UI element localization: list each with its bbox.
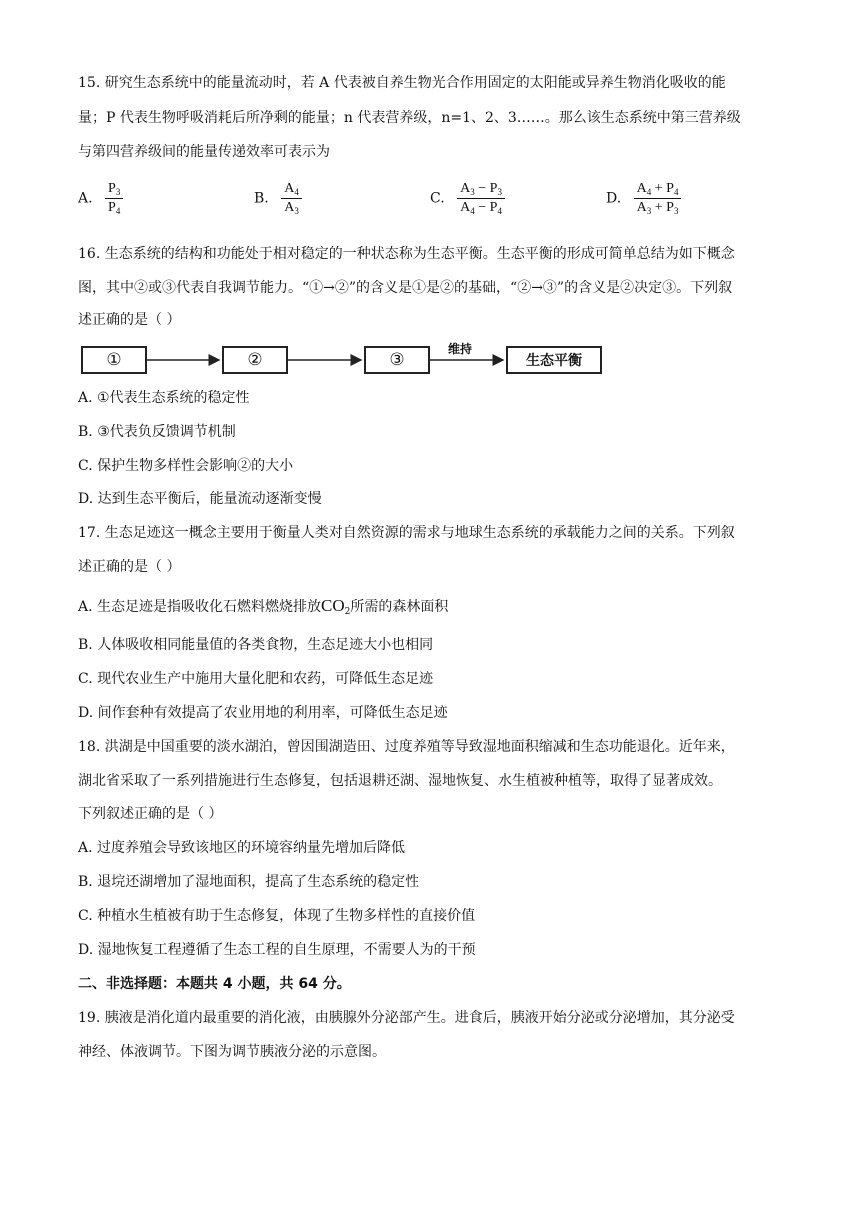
- option-letter: C.: [430, 190, 445, 207]
- fraction: $\frac{P_3}{P_4}$: [105, 180, 123, 217]
- q16-option-d: D. 达到生态平衡后，能量流动逐渐变慢: [78, 491, 322, 507]
- q18-option-d: D. 湿地恢复工程遵循了生态工程的自生原理，不需要人为的干预: [78, 942, 476, 958]
- q17-option-d: D. 间作套种有效提高了农业用地的利用率，可降低生态足迹: [78, 705, 448, 721]
- q15-option-d: [606, 180, 681, 217]
- arrow-label-maintain: 维持: [448, 342, 473, 356]
- concept-diagram: [78, 340, 618, 382]
- q18-option-b: B. 退垸还湖增加了湿地面积，提高了生态系统的稳定性: [78, 874, 420, 890]
- q19-stem-line1: 19. 胰液是消化道内最重要的消化液，由胰腺外分泌部产生。进食后，胰液开始分泌或分泌增加，其分泌受: [78, 1010, 735, 1026]
- q15-stem-line3: 与第四营养级间的能量传递效率可表示为: [78, 144, 330, 160]
- diagram-box-3: ③: [364, 346, 430, 374]
- fraction: $\frac{A_3 - P_3}{A_4 - P_4}$: [457, 180, 505, 217]
- q16-option-c: C. 保护生物多样性会影响②的大小: [78, 458, 294, 474]
- option-letter: B.: [254, 190, 269, 207]
- q18-option-a: A. 过度养殖会导致该地区的环境容纳量先增加后降低: [78, 840, 406, 856]
- q15-stem-line1: 15. 研究生态系统中的能量流动时，若 A 代表被自养生物光合作用固定的太阳能或异养生物消化吸收的能: [78, 75, 726, 91]
- q16-stem-line2: 图，其中②或③代表自我调节能力。“①→②”的含义是①是②的基础，“②→③”的含义是②决定③。下列叙: [78, 280, 733, 296]
- q17-stem-line2: 述正确的是（ ）: [78, 559, 181, 575]
- q19-stem-line2: 神经、体液调节。下图为调节胰液分泌的示意图。: [78, 1044, 386, 1060]
- q15-option-a: [78, 180, 123, 217]
- q16-option-a: A. ①代表生态系统的稳定性: [78, 390, 250, 406]
- q15-option-b: [254, 180, 302, 217]
- q18-stem-line2: 湖北省采取了一系列措施进行生态修复，包括退耕还湖、湿地恢复、水生植被种植等，取得了显著成效。: [78, 773, 722, 789]
- diagram-box-1: ①: [81, 346, 147, 374]
- option-letter: A.: [78, 190, 93, 207]
- option-letter: D.: [606, 190, 622, 207]
- q17-option-c: C. 现代农业生产中施用大量化肥和农药，可降低生态足迹: [78, 671, 434, 687]
- q15-stem-line2: 量；P 代表生物呼吸消耗后所净剩的能量；n 代表营养级，n=1、2、3……。那么该生态系统中第三营养级: [78, 110, 741, 126]
- q17-option-b: B. 人体吸收相同能量值的各类食物，生态足迹大小也相同: [78, 637, 434, 653]
- q16-stem-line1: 16. 生态系统的结构和功能处于相对稳定的一种状态称为生态平衡。生态平衡的形成可简单总结为如下概念: [78, 246, 735, 262]
- diagram-box-2: ②: [222, 346, 288, 374]
- section-heading: 二、非选择题：本题共 4 小题，共 64 分。: [78, 976, 351, 992]
- fraction: $\frac{A_4}{A_3}$: [281, 180, 302, 217]
- q17-option-a: A. 生态足迹是指吸收化石燃料燃烧排放$CO_2$所需的森林面积: [78, 596, 449, 617]
- q18-stem-line3: 下列叙述正确的是（ ）: [78, 806, 223, 822]
- q18-stem-line1: 18. 洪湖是中国重要的淡水湖泊，曾因围湖造田、过度养殖等导致湿地面积缩减和生态功能退化。近年来，: [78, 739, 735, 755]
- q16-option-b: B. ③代表负反馈调节机制: [78, 424, 236, 440]
- diagram-box-balance: 生态平衡: [506, 346, 602, 374]
- q16-stem-line3: 述正确的是（ ）: [78, 312, 181, 328]
- q18-option-c: C. 种植水生植被有助于生态修复，体现了生物多样性的直接价值: [78, 908, 476, 924]
- q15-option-c: [430, 180, 505, 217]
- q17-stem-line1: 17. 生态足迹这一概念主要用于衡量人类对自然资源的需求与地球生态系统的承载能力之间的关系。下列叙: [78, 525, 735, 541]
- fraction: $\frac{A_4 + P_4}{A_3 + P_3}$: [634, 180, 682, 217]
